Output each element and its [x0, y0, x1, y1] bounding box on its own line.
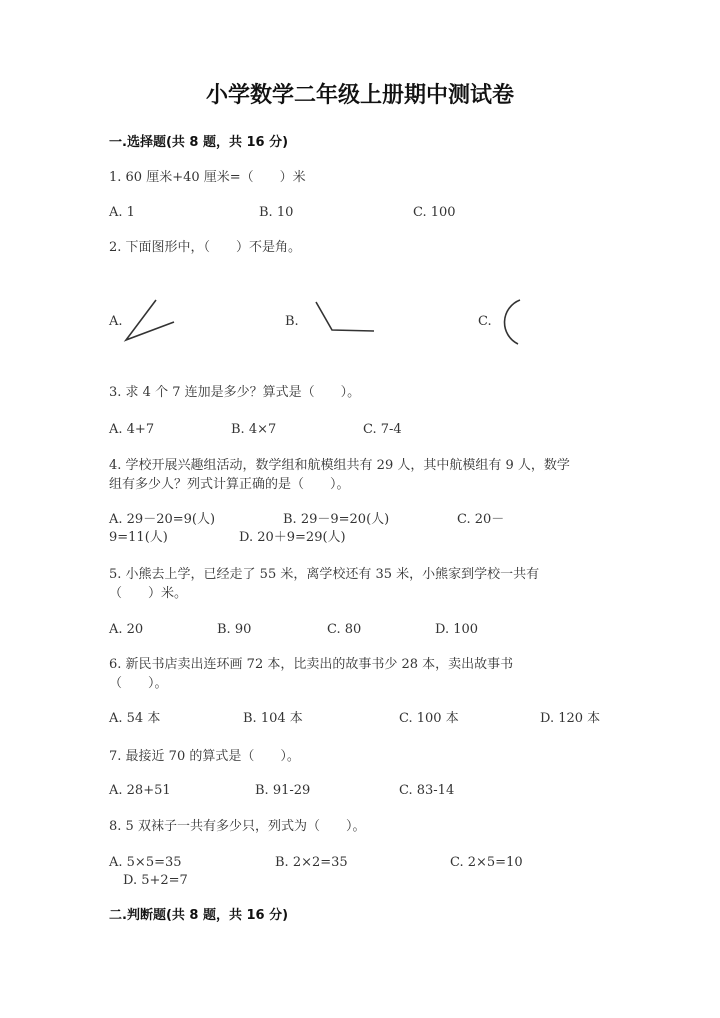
q2-option-b: B. [285, 314, 299, 329]
question-1: 1. 60 厘米+40 厘米=（ ）米 [109, 170, 306, 185]
q2-option-a: A. [109, 314, 123, 329]
question-8: 8. 5 双袜子一共有多少只，列式为（ ）。 [109, 819, 366, 834]
q5-option-a: A. 20 [109, 622, 144, 637]
q1-option-b: B. 10 [259, 205, 294, 220]
q4-option-b: B. 29－9=20(人) [283, 512, 390, 527]
q6-option-c: C. 100 本 [399, 711, 459, 726]
q5-option-b: B. 90 [217, 622, 252, 637]
q7-option-b: B. 91-29 [255, 783, 311, 798]
q1-option-c: C. 100 [413, 205, 456, 220]
q8-option-c: C. 2×5=10 [450, 855, 523, 870]
question-3: 3. 求 4 个 7 连加是多少？算式是（ ）。 [109, 385, 361, 400]
q4-option-d: D. 20＋9=29(人) [239, 530, 346, 545]
page-title: 小学数学二年级上册期中测试卷 [205, 83, 514, 108]
q1-option-a: A. 1 [109, 205, 135, 220]
q7-option-c: C. 83-14 [399, 783, 455, 798]
angle-figure-b [312, 298, 378, 338]
section-heading-choice: 一.选择题(共 8 题，共 16 分) [109, 135, 289, 150]
question-4-line1: 4. 学校开展兴趣组活动，数学组和航模组共有 29 人，其中航模组有 9 人，数学 [109, 458, 570, 473]
question-6-line2: （ ）。 [109, 676, 168, 691]
question-5-line2: （ ）米。 [109, 586, 188, 601]
angle-figure-a [120, 296, 180, 344]
arc-figure-c [490, 296, 526, 348]
q3-option-c: C. 7-4 [363, 422, 402, 437]
q3-option-a: A. 4+7 [109, 422, 155, 437]
question-7: 7. 最接近 70 的算式是（ ）。 [109, 749, 300, 764]
q8-option-a: A. 5×5=35 [109, 855, 182, 870]
q4-option-c: C. 20－ [457, 512, 505, 527]
q8-option-d: D. 5+2=7 [123, 873, 188, 888]
question-4-line2: 组有多少人？列式计算正确的是（ ）。 [109, 477, 350, 492]
q4-option-a: A. 29－20=9(人) [109, 512, 216, 527]
q6-option-d: D. 120 本 [540, 711, 601, 726]
q3-option-b: B. 4×7 [231, 422, 277, 437]
question-5-line1: 5. 小熊去上学，已经走了 55 米，离学校还有 35 米，小熊家到学校一共有 [109, 567, 540, 582]
q6-option-a: A. 54 本 [109, 711, 161, 726]
section-heading-true-false: 二.判断题(共 8 题，共 16 分) [109, 908, 289, 923]
q5-option-c: C. 80 [327, 622, 362, 637]
q4-option-c-cont: 9=11(人) [109, 530, 168, 545]
question-2: 2. 下面图形中，（ ）不是角。 [109, 240, 302, 255]
q5-option-d: D. 100 [435, 622, 479, 637]
q7-option-a: A. 28+51 [109, 783, 171, 798]
q6-option-b: B. 104 本 [243, 711, 303, 726]
question-6-line1: 6. 新民书店卖出连环画 72 本，比卖出的故事书少 28 本，卖出故事书 [109, 657, 514, 672]
q8-option-b: B. 2×2=35 [275, 855, 348, 870]
q2-option-c: C. [478, 314, 492, 329]
